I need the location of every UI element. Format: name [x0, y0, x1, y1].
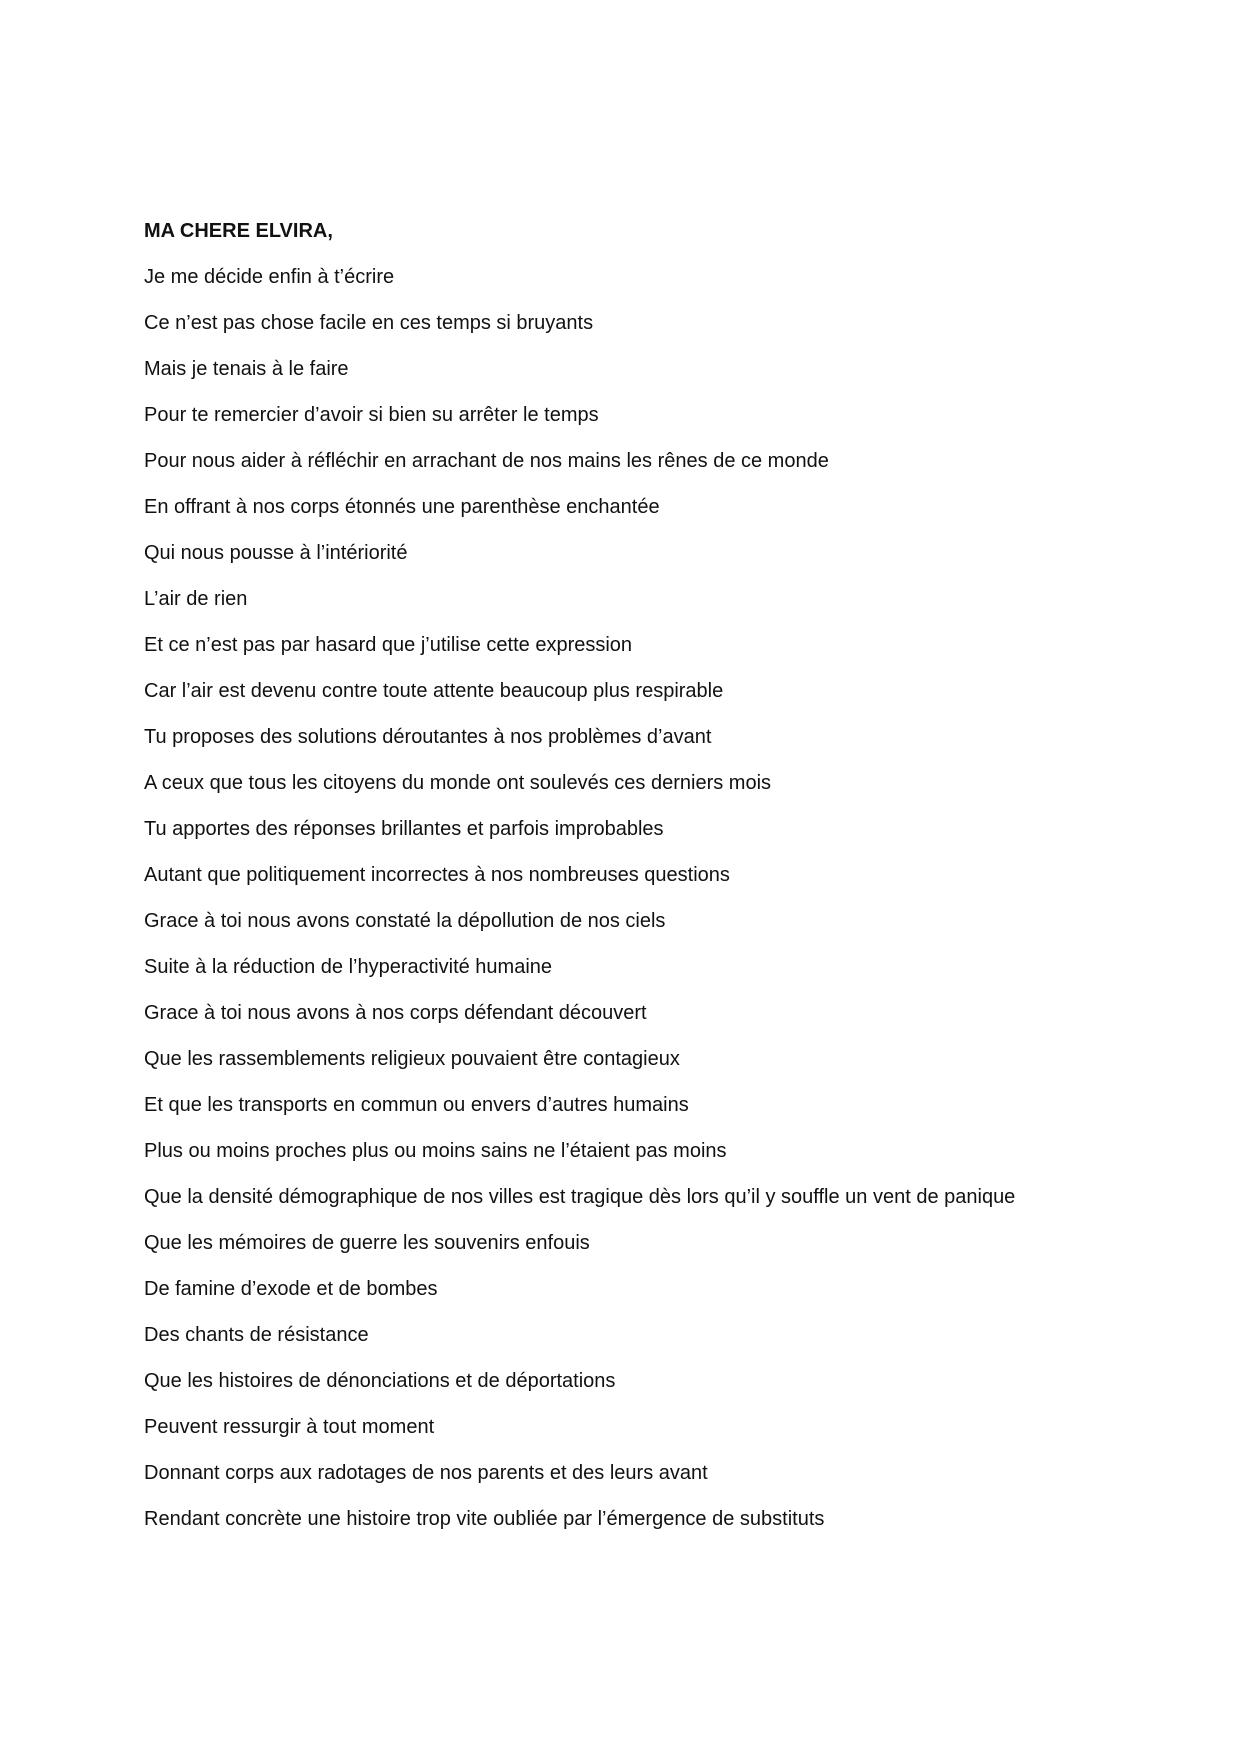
- letter-line: Qui nous pousse à l’intériorité: [144, 542, 408, 564]
- letter-line: Pour te remercier d’avoir si bien su arrêter le temps: [144, 404, 599, 426]
- letter-line: Et que les transports en commun ou envers d’autres humains: [144, 1094, 689, 1116]
- letter-line: Je me décide enfin à t’écrire: [144, 266, 395, 288]
- letter-line: L’air de rien: [144, 588, 248, 610]
- letter-salutation: MA CHERE ELVIRA,: [144, 220, 333, 242]
- letter-lines: [144, 265, 1144, 1553]
- letter-line: De famine d’exode et de bombes: [144, 1278, 438, 1300]
- letter-line: Que les rassemblements religieux pouvaient être contagieux: [144, 1048, 680, 1070]
- letter-line: Suite à la réduction de l’hyperactivité humaine: [144, 956, 553, 978]
- letter-line: Et ce n’est pas par hasard que j’utilise cette expression: [144, 634, 633, 656]
- letter-line: Ce n’est pas chose facile en ces temps si bruyants: [144, 312, 594, 334]
- letter-line: Tu proposes des solutions déroutantes à nos problèmes d’avant: [144, 726, 712, 748]
- letter-line: Que les mémoires de guerre les souvenirs enfouis: [144, 1232, 590, 1254]
- letter-line: Plus ou moins proches plus ou moins sains ne l’étaient pas moins: [144, 1140, 727, 1162]
- letter-line: A ceux que tous les citoyens du monde ont soulevés ces derniers mois: [144, 772, 772, 794]
- letter-line: Car l’air est devenu contre toute attente beaucoup plus respirable: [144, 680, 724, 702]
- letter-line: Que les histoires de dénonciations et de déportations: [144, 1370, 616, 1392]
- letter-line: Des chants de résistance: [144, 1324, 369, 1346]
- letter-line: Grace à toi nous avons constaté la dépollution de nos ciels: [144, 910, 666, 932]
- letter-line: Autant que politiquement incorrectes à nos nombreuses questions: [144, 864, 730, 886]
- letter-line: Donnant corps aux radotages de nos parents et des leurs avant: [144, 1462, 708, 1484]
- letter-line: Que la densité démographique de nos villes est tragique dès lors qu’il y souffle un vent de panique: [144, 1186, 1016, 1208]
- letter-line: Mais je tenais à le faire: [144, 358, 349, 380]
- letter-body: [144, 219, 1144, 1553]
- letter-line: Tu apportes des réponses brillantes et parfois improbables: [144, 818, 664, 840]
- letter-line: Rendant concrète une histoire trop vite oubliée par l’émergence de substituts: [144, 1508, 825, 1530]
- letter-line: Grace à toi nous avons à nos corps défendant découvert: [144, 1002, 647, 1024]
- letter-line: Peuvent ressurgir à tout moment: [144, 1416, 435, 1438]
- letter-line: En offrant à nos corps étonnés une parenthèse enchantée: [144, 496, 660, 518]
- letter-line: Pour nous aider à réfléchir en arrachant de nos mains les rênes de ce monde: [144, 450, 829, 472]
